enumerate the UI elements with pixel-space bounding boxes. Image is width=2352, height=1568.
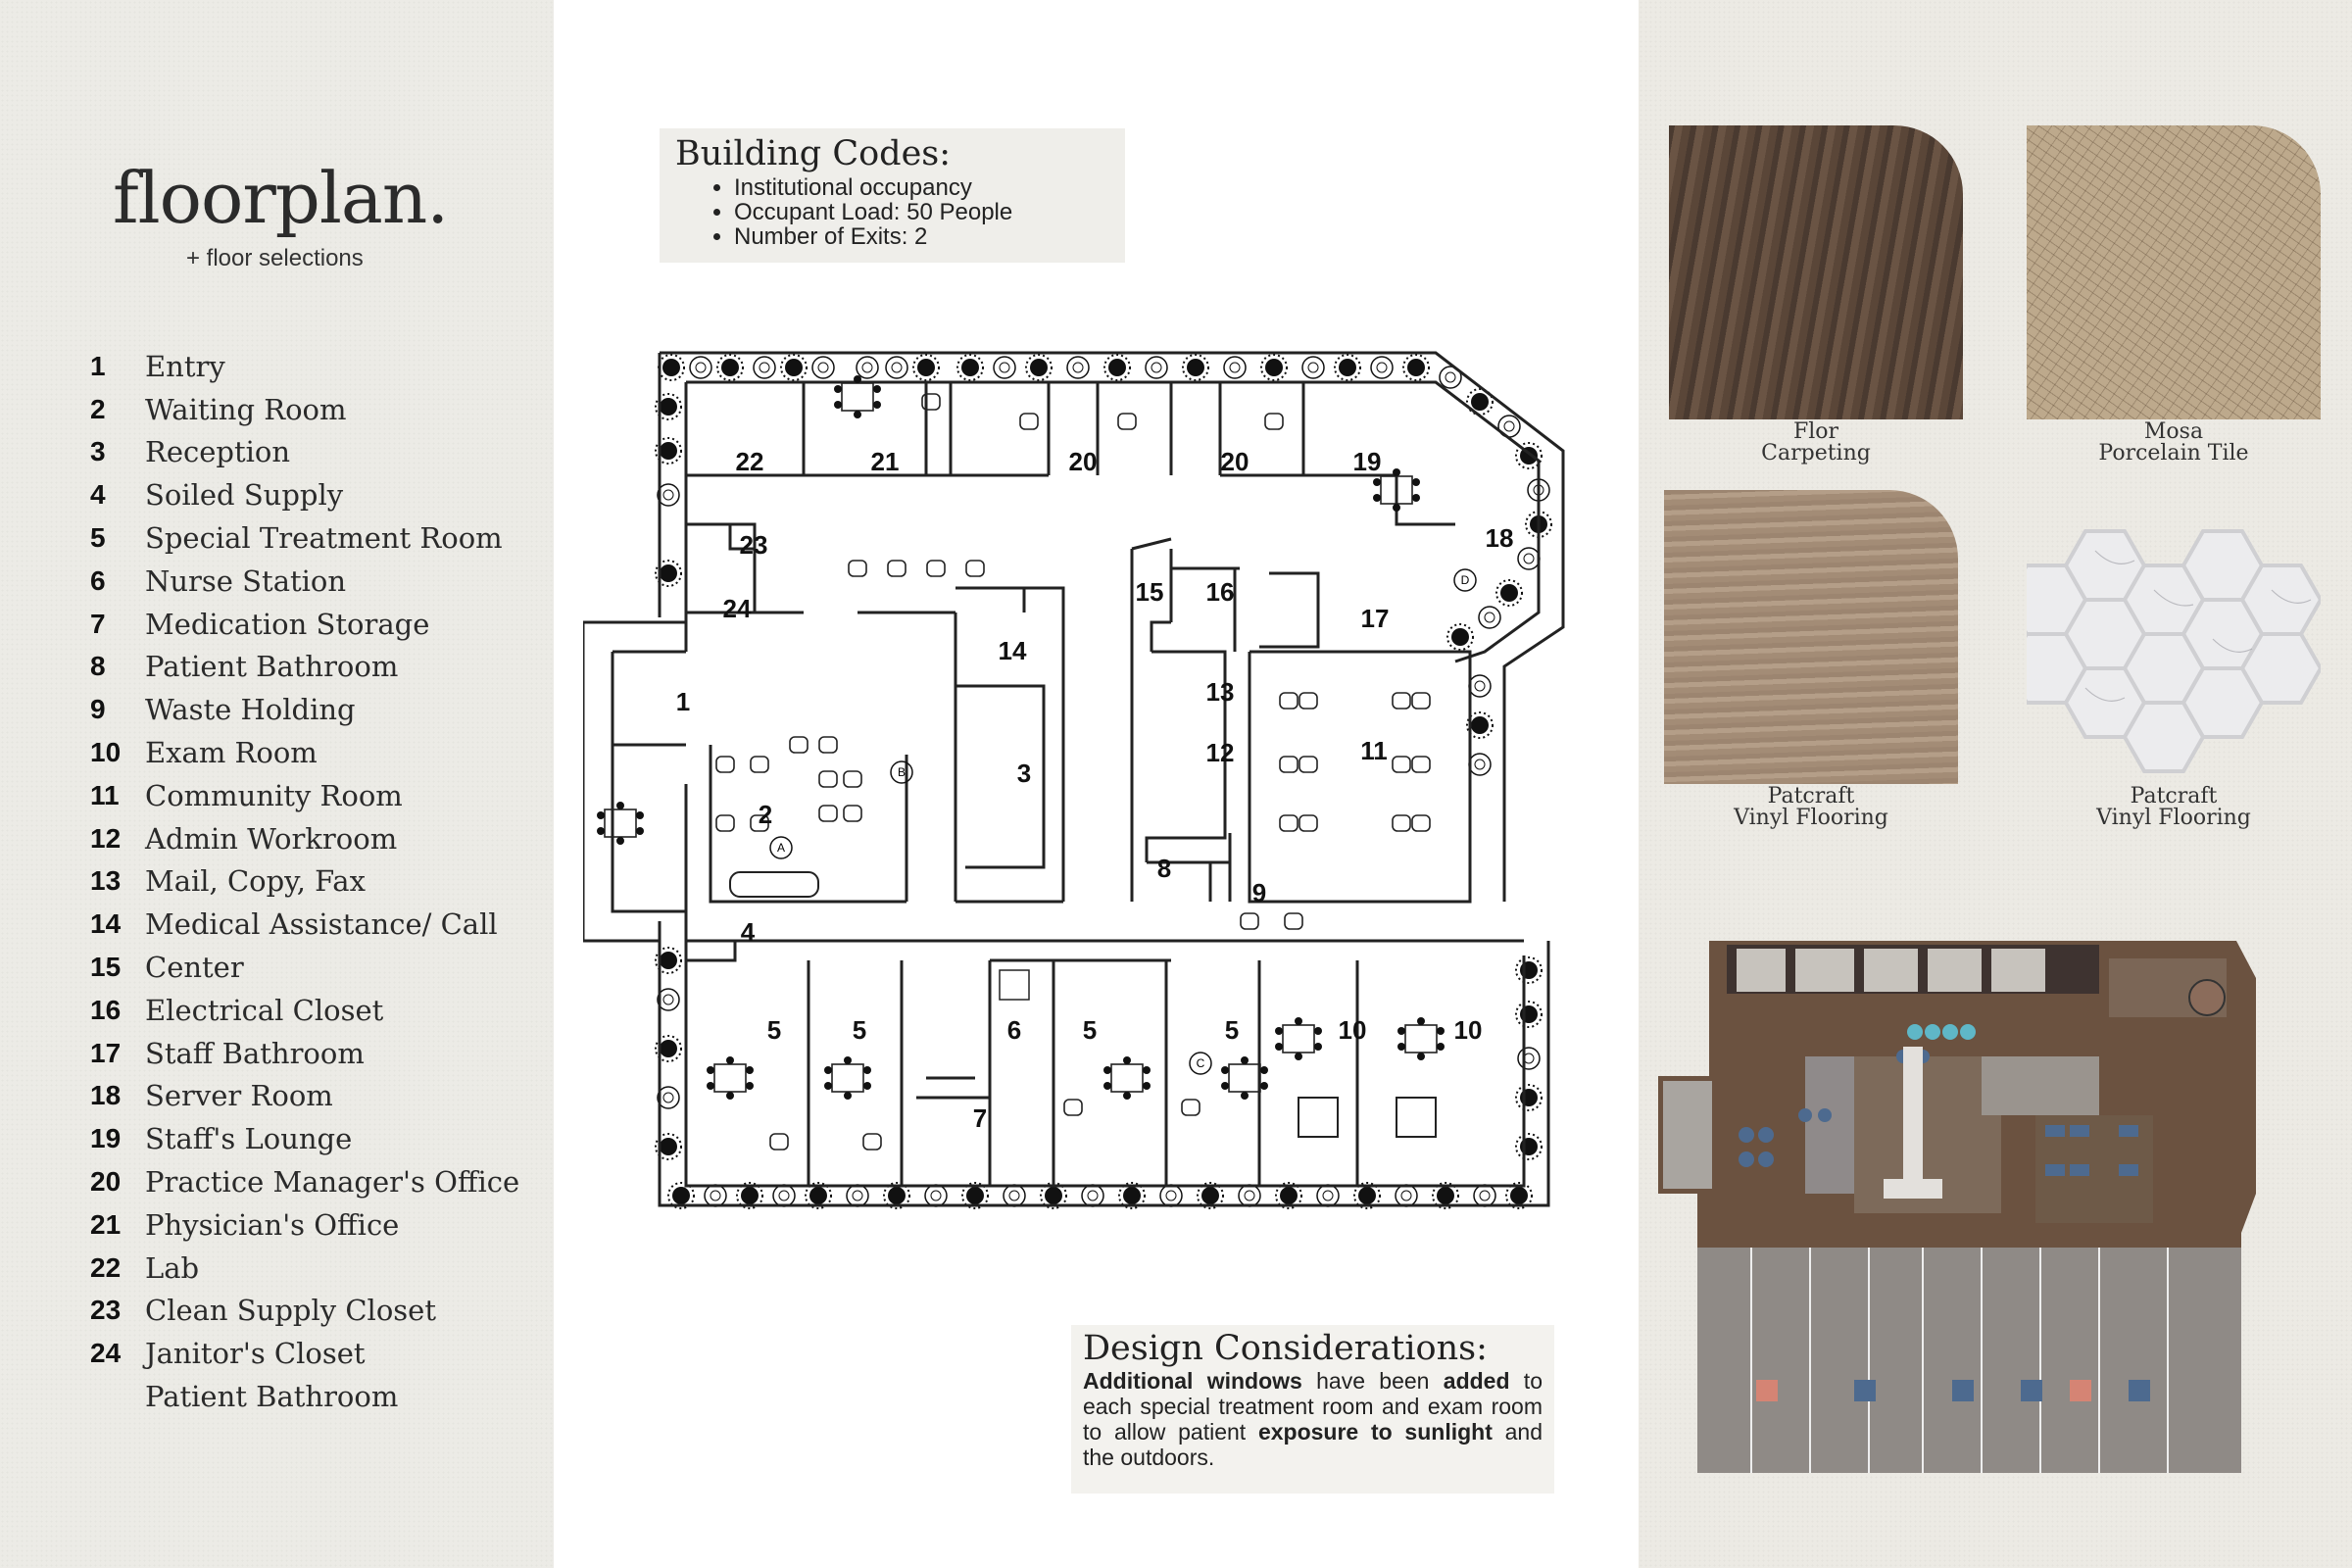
legend-label: Center	[145, 951, 244, 985]
legend-item	[90, 1032, 519, 1075]
legend-number: 4	[90, 479, 106, 511]
room-label: 10	[1453, 1015, 1483, 1045]
swatch-label-line: Vinyl Flooring	[2096, 806, 2251, 830]
legend-label: Server Room	[145, 1079, 333, 1113]
legend-number: 3	[90, 436, 106, 467]
legend-item	[90, 817, 519, 860]
legend-number: 17	[90, 1037, 122, 1068]
legend-number: 16	[90, 994, 122, 1025]
room-label: 5	[1082, 1015, 1098, 1045]
swatch-label-line: Patcraft	[2130, 784, 2218, 808]
design-text	[1083, 1368, 1543, 1470]
design-text-part: have been	[1301, 1368, 1444, 1394]
page-title: floorplan.	[113, 157, 449, 239]
room-label: 5	[766, 1015, 782, 1045]
room-legend	[90, 345, 519, 1418]
legend-item	[90, 1117, 519, 1160]
legend-label: Staff Bathroom	[145, 1036, 365, 1070]
room-label: 14	[998, 636, 1027, 665]
material-swatch-mosa-porcelain	[2027, 125, 2321, 419]
legend-label: Waiting Room	[145, 392, 347, 426]
material-swatch-patcraft-hex	[2027, 502, 2321, 796]
legend-item	[90, 903, 519, 946]
floor-plan-drawing	[583, 314, 1612, 1215]
rendered-floor-plan	[1658, 939, 2256, 1473]
swatch-label-line: Carpeting	[1761, 441, 1871, 466]
design-text-bold: added	[1443, 1368, 1510, 1394]
legend-label: Medication Storage	[145, 607, 430, 641]
code-item: • Number of Exits: 2	[734, 224, 1109, 249]
swatch-label	[1669, 421, 1963, 465]
room-label: 7	[972, 1103, 988, 1133]
legend-item	[90, 731, 519, 774]
legend-label: Physician's Office	[145, 1207, 400, 1242]
legend-label: Special Treatment Room	[145, 521, 503, 556]
design-text-bold: exposure to sunlight	[1257, 1419, 1493, 1445]
legend-item	[90, 946, 519, 989]
legend-number: 1	[90, 350, 106, 381]
room-label: 19	[1352, 447, 1382, 476]
legend-number: 6	[90, 564, 106, 596]
room-label: 13	[1205, 677, 1235, 707]
room-label: 16	[1205, 577, 1235, 607]
marker-label: D	[1460, 573, 1470, 587]
legend-number: 14	[90, 908, 122, 940]
room-label: 21	[870, 447, 900, 476]
legend-number: 20	[90, 1166, 122, 1198]
legend-item	[90, 989, 519, 1032]
legend-item	[90, 1290, 519, 1333]
legend-item	[90, 1075, 519, 1118]
legend-item	[90, 1375, 519, 1418]
code-item: • Occupant Load: 50 People	[734, 200, 1109, 224]
marker-label: B	[897, 765, 906, 779]
legend-item	[90, 1247, 519, 1290]
legend-label: Reception	[145, 435, 291, 469]
legend-label: Practice Manager's Office	[145, 1165, 520, 1200]
swatch-label-line: Patcraft	[1767, 784, 1855, 808]
swatch-label-line: Porcelain Tile	[2098, 441, 2249, 466]
legend-label: Entry	[145, 349, 225, 383]
material-swatch-flor-carpeting	[1669, 125, 1963, 419]
legend-label: Waste Holding	[145, 693, 356, 727]
legend-number: 7	[90, 608, 106, 639]
left-panel	[0, 0, 554, 1568]
room-label: 15	[1135, 577, 1164, 607]
legend-label: Electrical Closet	[145, 993, 384, 1027]
building-codes-title: Building Codes:	[675, 134, 952, 173]
building-codes-list	[734, 175, 1109, 249]
swatch-label-line: Mosa	[2143, 419, 2204, 444]
legend-item	[90, 646, 519, 689]
legend-label: Patient Bathroom	[145, 1380, 399, 1414]
legend-number: 21	[90, 1208, 122, 1240]
swatch-label	[1664, 786, 1958, 829]
design-text-part: to each special treatment room and exam room to allow patient	[1083, 1368, 1543, 1445]
legend-label: Community Room	[145, 778, 403, 812]
room-label: 2	[758, 800, 773, 829]
legend-item	[90, 560, 519, 603]
legend-number: 19	[90, 1123, 122, 1154]
marker-label: A	[776, 841, 786, 855]
room-label: 11	[1360, 736, 1388, 765]
legend-label: Medical Assistance/ Call	[145, 907, 498, 942]
legend-item	[90, 431, 519, 474]
legend-number: 2	[90, 393, 106, 424]
design-text-part: and the outdoors.	[1083, 1419, 1543, 1470]
design-title: Design Considerations:	[1083, 1329, 1488, 1368]
legend-number: 23	[90, 1295, 122, 1326]
legend-number: 12	[90, 822, 122, 854]
code-item: • Institutional occupancy	[734, 175, 1109, 200]
legend-label: Exam Room	[145, 736, 318, 770]
legend-item	[90, 388, 519, 431]
room-label: 8	[1156, 854, 1172, 883]
legend-item	[90, 1160, 519, 1203]
room-label: 18	[1485, 523, 1514, 553]
legend-number: 24	[90, 1338, 122, 1369]
material-swatch-patcraft-wood	[1664, 490, 1958, 784]
swatch-label-line: Vinyl Flooring	[1734, 806, 1888, 830]
legend-item	[90, 345, 519, 388]
marker-label: C	[1196, 1056, 1205, 1070]
legend-number: 18	[90, 1080, 122, 1111]
legend-number: 5	[90, 522, 106, 554]
legend-label: Staff's Lounge	[145, 1122, 353, 1156]
legend-item	[90, 688, 519, 731]
legend-item	[90, 473, 519, 516]
legend-item	[90, 1203, 519, 1247]
legend-number: 11	[90, 779, 120, 810]
building-codes-box	[660, 128, 1125, 263]
swatch-label	[2027, 786, 2321, 829]
room-label: 17	[1360, 604, 1390, 633]
section-markers	[770, 569, 1476, 1074]
room-numbers	[676, 447, 1514, 1133]
design-text-bold: Additional windows	[1083, 1368, 1302, 1394]
legend-item	[90, 1332, 519, 1375]
room-label: 23	[739, 530, 768, 560]
legend-number: 9	[90, 694, 106, 725]
legend-number: 13	[90, 865, 122, 897]
room-label: 20	[1068, 447, 1098, 476]
room-label: 5	[1224, 1015, 1240, 1045]
legend-item	[90, 860, 519, 904]
legend-number: 22	[90, 1251, 122, 1283]
design-considerations-box	[1071, 1325, 1554, 1494]
legend-label: Mail, Copy, Fax	[145, 864, 366, 899]
room-label: 24	[722, 594, 752, 623]
room-label: 20	[1220, 447, 1250, 476]
legend-label: Soiled Supply	[145, 478, 344, 513]
legend-label: Lab	[145, 1250, 200, 1285]
legend-label: Clean Supply Closet	[145, 1294, 436, 1328]
page-subtitle: + floor selections	[186, 245, 364, 271]
room-label: 5	[852, 1015, 867, 1045]
room-label: 1	[675, 687, 691, 716]
legend-label: Janitor's Closet	[145, 1337, 366, 1371]
swatch-label	[2027, 421, 2321, 465]
room-label: 3	[1016, 759, 1032, 788]
room-label: 6	[1006, 1015, 1022, 1045]
legend-label: Admin Workroom	[145, 821, 398, 856]
legend-label: Nurse Station	[145, 564, 347, 598]
legend-number: 15	[90, 952, 122, 983]
room-label: 12	[1205, 738, 1235, 767]
room-label: 4	[740, 917, 756, 947]
room-label: 10	[1338, 1015, 1367, 1045]
legend-item	[90, 603, 519, 646]
legend-number: 10	[90, 737, 122, 768]
swatch-label-line: Flor	[1792, 419, 1839, 444]
legend-item	[90, 516, 519, 560]
legend-label: Patient Bathroom	[145, 650, 399, 684]
legend-number: 8	[90, 651, 106, 682]
legend-item	[90, 774, 519, 817]
room-label: 9	[1251, 878, 1267, 907]
room-label: 22	[735, 447, 764, 476]
